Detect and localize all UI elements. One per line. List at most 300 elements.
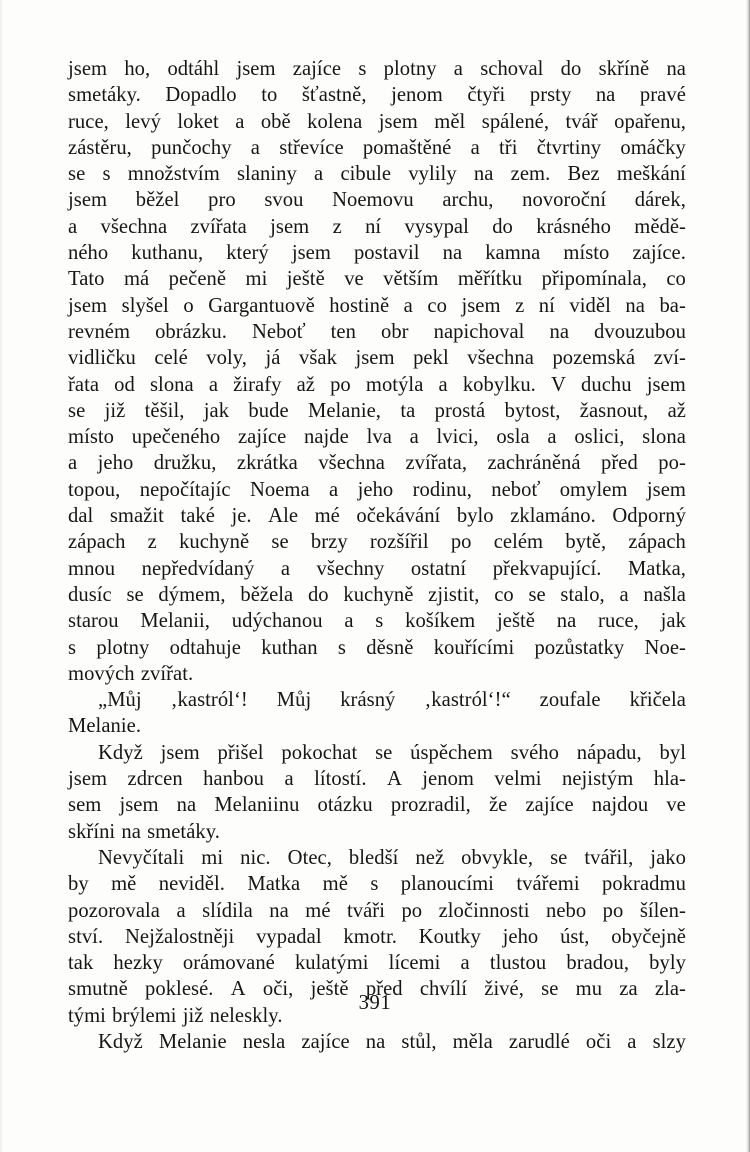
word: dárek, <box>634 189 686 212</box>
word: neboť <box>491 478 541 501</box>
word: svého <box>510 741 559 764</box>
word: jsem <box>119 794 159 817</box>
word: levý <box>125 110 161 133</box>
word: z <box>332 215 342 238</box>
word: překvapující. <box>492 557 602 580</box>
word: a <box>68 215 78 238</box>
word: jsem <box>68 294 108 317</box>
word: plotny <box>383 58 437 80</box>
word: nebo <box>545 899 587 922</box>
word: zjistit, <box>428 583 480 606</box>
word: by <box>68 873 89 896</box>
word: a <box>235 110 245 133</box>
word: Ale <box>268 505 299 528</box>
word: upečeného <box>131 426 221 449</box>
word: zajíce <box>525 794 574 817</box>
word: jsem <box>461 294 501 317</box>
word: oslici, <box>574 426 625 449</box>
word: větším <box>383 268 439 291</box>
text-line <box>68 240 686 266</box>
word: Melaniinu <box>214 794 300 817</box>
word: do <box>560 58 582 80</box>
word: smetáky. <box>147 820 220 843</box>
word: velmi <box>494 768 542 791</box>
word: který <box>226 242 269 265</box>
word: před <box>601 452 638 475</box>
word: šílen- <box>639 899 686 922</box>
word: živé, <box>484 978 524 1001</box>
word: zajíce <box>301 1030 350 1053</box>
text-line <box>68 766 686 792</box>
word: z <box>147 531 157 554</box>
word: jak <box>203 399 230 422</box>
word: tak <box>68 952 94 975</box>
word: prsty <box>529 84 572 107</box>
word: plotny <box>96 636 150 659</box>
word: na <box>549 320 570 343</box>
text-line <box>68 529 686 555</box>
word: jeho <box>97 452 134 475</box>
word: co <box>494 583 514 606</box>
word: tři <box>499 136 518 159</box>
text-line <box>68 424 686 450</box>
word: najdou <box>591 794 649 817</box>
text-line <box>68 582 686 608</box>
word: na <box>625 294 645 317</box>
word: slzy <box>652 1030 686 1053</box>
word: tvářil, <box>584 846 634 869</box>
word: cibule <box>340 163 392 186</box>
word: omáčky <box>620 136 686 159</box>
word: ta <box>400 399 416 422</box>
word: tváři <box>346 899 385 922</box>
word: prozradil, <box>390 794 471 817</box>
word: obyčejně <box>611 925 686 948</box>
word: na <box>556 610 577 633</box>
word: za <box>619 978 638 1001</box>
word: ho, <box>124 58 151 80</box>
word: řata <box>68 373 100 396</box>
word: ještě <box>286 268 325 291</box>
word: nesla <box>242 1030 286 1053</box>
word: Melanii, <box>140 610 210 633</box>
word: nepředvídaný <box>141 557 255 580</box>
word: a <box>284 768 294 791</box>
word: Tato <box>68 268 105 291</box>
word: a <box>250 136 260 159</box>
word: a <box>68 452 78 475</box>
word: Dopadlo <box>165 84 237 107</box>
word: Neboť <box>251 320 306 343</box>
word: Melanie. <box>68 715 142 738</box>
word: jsem <box>68 768 108 791</box>
word: zajíce. <box>632 242 686 265</box>
word: ostatní <box>410 557 467 580</box>
word: opařenu, <box>614 110 686 133</box>
word: do <box>307 583 329 606</box>
word: bude <box>248 399 289 422</box>
word: čtvrtiny <box>536 136 602 159</box>
word: tvář <box>565 110 598 133</box>
word: Gargantuově <box>208 294 315 317</box>
word: družku, <box>153 452 217 475</box>
word: smutně <box>68 978 128 1001</box>
word: běžel <box>135 189 180 212</box>
text-line <box>68 266 686 292</box>
word: pozemská <box>552 347 636 370</box>
word: střevíce <box>279 136 344 159</box>
word: mi <box>245 268 268 291</box>
word: od <box>114 373 135 396</box>
word: má <box>123 268 150 291</box>
word: Noema <box>249 478 310 501</box>
word: a <box>208 373 219 396</box>
word: nic. <box>240 846 271 869</box>
word: rozšířil <box>369 531 429 554</box>
word: stalo, <box>560 583 605 606</box>
word: mnou <box>68 557 116 580</box>
word: mu <box>575 978 603 1001</box>
word: „Můj <box>98 689 142 712</box>
word: topou, <box>68 478 121 501</box>
word: mi <box>201 846 224 869</box>
word: a <box>314 163 324 186</box>
text-line <box>68 345 686 371</box>
word: s <box>370 873 379 896</box>
word: tlustou <box>489 952 547 975</box>
word: neleskly. <box>209 1004 283 1027</box>
word: co <box>666 268 686 291</box>
word: tvářemi <box>516 873 580 896</box>
text-line <box>68 845 686 871</box>
word: pečeně <box>168 268 227 291</box>
word: skříni <box>68 820 116 843</box>
word: děsně <box>366 636 414 659</box>
word: pro <box>208 189 236 212</box>
word: hezky <box>113 952 163 975</box>
word: skříně <box>598 58 650 80</box>
word: ní <box>538 294 555 317</box>
word: dvouzubou <box>594 320 686 343</box>
word: kuchyně <box>179 531 250 554</box>
word: novoroční <box>522 189 607 212</box>
word: zajíce <box>237 426 287 449</box>
word: očekávání <box>356 505 441 528</box>
text-line <box>68 898 686 924</box>
word: připomínala, <box>541 268 647 291</box>
word: to <box>261 84 278 107</box>
word: odtahuje <box>169 636 241 659</box>
word: revném <box>68 320 131 343</box>
word: na <box>269 899 289 922</box>
word: slaniny <box>236 163 297 186</box>
word: ruce, <box>68 110 109 133</box>
text-line <box>68 871 686 897</box>
word: po <box>602 899 624 922</box>
word: A <box>230 978 246 1001</box>
word: na <box>442 242 463 265</box>
word: ‚kastról‘! <box>170 689 248 712</box>
text-line <box>68 319 686 345</box>
word: svou <box>264 189 304 212</box>
word: jsem <box>646 478 686 501</box>
word: krásný <box>340 689 396 712</box>
word: žirafy <box>233 373 282 396</box>
word: všechna <box>100 215 168 238</box>
word: mé <box>305 899 331 922</box>
word: mědě- <box>634 215 686 238</box>
word: však <box>298 347 337 370</box>
word: chvílí <box>419 978 468 1001</box>
word: A <box>386 768 402 791</box>
word: již <box>182 1004 204 1027</box>
word: lvici, <box>436 426 479 449</box>
word: jsem <box>160 741 200 764</box>
word: bytě, <box>565 531 607 554</box>
word: kmotr. <box>343 925 397 948</box>
word: zástěru, <box>68 136 132 159</box>
word: Noe- <box>644 636 686 659</box>
word: kuthanu, <box>131 242 204 265</box>
word: jsem <box>291 242 331 265</box>
word: viděl <box>569 294 611 317</box>
word: a <box>460 952 470 975</box>
word: a <box>409 426 419 449</box>
word: zvířat. <box>140 662 194 685</box>
word: na <box>666 58 686 80</box>
word: dal <box>68 505 94 528</box>
word: brzy <box>310 531 348 554</box>
word: se <box>541 978 559 1001</box>
word: byly <box>649 952 686 975</box>
word: obr <box>380 320 409 343</box>
word: se <box>271 531 289 554</box>
word: místo <box>563 242 610 265</box>
word: Nevyčítali <box>98 846 185 869</box>
word: krásného <box>536 215 611 238</box>
word: jak <box>660 610 686 633</box>
text-line <box>68 713 686 739</box>
word: již <box>104 399 126 422</box>
word: košíkem <box>405 610 476 633</box>
word: bradou, <box>566 952 630 975</box>
text-line <box>68 293 686 319</box>
word: smažit <box>109 505 164 528</box>
word: o <box>183 294 194 317</box>
word: orámované <box>182 952 275 975</box>
word: oči, <box>262 978 294 1001</box>
text-line <box>68 372 686 398</box>
word: z <box>515 294 525 317</box>
word: punčochy <box>151 136 232 159</box>
word: ve <box>344 268 364 291</box>
word: bledší <box>348 846 399 869</box>
word: otázku <box>317 794 373 817</box>
word: zápach <box>68 531 126 554</box>
word: pekl <box>413 347 449 370</box>
word: křičela <box>629 689 686 712</box>
word: všechna <box>318 452 385 475</box>
word: na <box>473 163 494 186</box>
word: zkrátka <box>236 452 298 475</box>
text-line <box>68 187 686 213</box>
word: s <box>375 610 384 633</box>
word: mových <box>68 662 135 685</box>
word: se <box>375 741 393 764</box>
word: vidličku <box>68 347 136 370</box>
word: úst, <box>560 925 590 948</box>
word: zví- <box>653 347 686 370</box>
word: Koutky <box>418 925 481 948</box>
text-line <box>68 135 686 161</box>
word: pozůstatky <box>534 636 625 659</box>
word: také <box>180 505 215 528</box>
word: kouřícími <box>433 636 515 659</box>
word: dýmem, <box>158 583 226 606</box>
word: se <box>126 583 144 606</box>
word: najde <box>304 426 349 449</box>
word: Melanie, <box>307 399 381 422</box>
word: přišel <box>217 741 264 764</box>
word: ‚kastról‘!“ <box>424 689 511 712</box>
text-line <box>68 214 686 240</box>
word: planoucími <box>400 873 494 896</box>
word: omylem <box>559 478 628 501</box>
text-line <box>68 450 686 476</box>
text-line <box>68 161 686 187</box>
word: před <box>365 978 403 1001</box>
word: se <box>68 163 86 186</box>
word: a <box>453 58 463 80</box>
word: brýlemi <box>112 1004 177 1027</box>
word: zvířata <box>190 215 247 238</box>
word: meškání <box>616 163 686 186</box>
word: postavil <box>353 242 420 265</box>
word: s <box>102 163 111 186</box>
text-line <box>68 56 686 82</box>
word: lícemi <box>388 952 441 975</box>
word: kulatými <box>294 952 369 975</box>
word: a <box>627 1030 637 1053</box>
word: udýchanou <box>231 610 323 633</box>
word: a <box>470 136 480 159</box>
word: Odporný <box>612 505 686 528</box>
word: měl <box>434 110 466 133</box>
word: jenom <box>422 768 475 791</box>
word: byl <box>659 741 686 764</box>
word: kamna <box>485 242 541 265</box>
text-line <box>68 687 686 713</box>
word: a <box>280 557 291 580</box>
word: úspěchem <box>410 741 493 764</box>
word: ní <box>365 215 382 238</box>
word: celém <box>493 531 544 554</box>
word: jsem <box>355 347 395 370</box>
word: Otec, <box>287 846 332 869</box>
word: po <box>401 899 423 922</box>
word: zajíce <box>292 58 342 80</box>
word: loket <box>177 110 219 133</box>
word: voly, <box>206 347 247 370</box>
word: slona <box>642 426 686 449</box>
word: nejistým <box>561 768 634 791</box>
word: po <box>330 373 351 396</box>
word: sem <box>68 794 102 817</box>
word: měla <box>452 1030 493 1053</box>
word: s <box>358 58 367 80</box>
word: stůl, <box>401 1030 437 1053</box>
word: se <box>68 399 86 422</box>
word: jsem <box>68 189 108 212</box>
text-line <box>68 792 686 818</box>
word: V <box>550 373 566 396</box>
word: Můj <box>276 689 312 712</box>
word: pravé <box>639 84 686 107</box>
word: pozorovala <box>68 899 160 922</box>
word: zvířata, <box>405 452 468 475</box>
word: Bez <box>567 163 600 186</box>
word: čtyři <box>467 84 506 107</box>
word: bylo <box>456 505 494 528</box>
text-line <box>68 477 686 503</box>
word: Nejžalostněji <box>124 925 235 948</box>
word: já <box>265 347 281 370</box>
text-line <box>68 556 686 582</box>
word: na <box>365 1030 386 1053</box>
word: motýla <box>365 373 424 396</box>
word: starou <box>68 610 119 633</box>
word: kobylku. <box>462 373 536 396</box>
word: se <box>550 846 568 869</box>
word: místo <box>68 426 115 449</box>
word: jsem <box>236 58 276 80</box>
text-line <box>68 819 686 845</box>
word: zdrcen <box>127 768 183 791</box>
word: že <box>488 794 508 817</box>
word: a <box>344 610 354 633</box>
word: Když <box>98 741 143 764</box>
word: vysypal <box>404 215 469 238</box>
word: zem. <box>510 163 551 186</box>
word: a <box>329 478 339 501</box>
word: smetáky. <box>68 84 141 107</box>
text-line <box>68 608 686 634</box>
word: ve <box>666 794 686 817</box>
word: jsem <box>270 215 310 238</box>
word: rodinu, <box>412 478 472 501</box>
word: po- <box>658 452 686 475</box>
word: obvykle, <box>461 846 534 869</box>
word: kuchyně <box>343 583 414 606</box>
word: našla <box>643 583 686 606</box>
word: pokradmu <box>602 873 686 896</box>
word: nepočítajíc <box>139 478 231 501</box>
word: prostá <box>434 399 486 422</box>
word: slona <box>149 373 194 396</box>
word: bytost, <box>504 399 561 422</box>
word: na <box>176 794 197 817</box>
word: Melanie <box>158 1030 227 1053</box>
word: mě <box>322 873 348 896</box>
word: do <box>492 215 513 238</box>
word: hanbou <box>203 768 265 791</box>
word: kuthan <box>261 636 318 659</box>
word: až <box>667 399 686 422</box>
word: odtáhl <box>167 58 220 80</box>
word: co <box>427 294 447 317</box>
word: napichoval <box>433 320 525 343</box>
text-line <box>68 661 686 687</box>
